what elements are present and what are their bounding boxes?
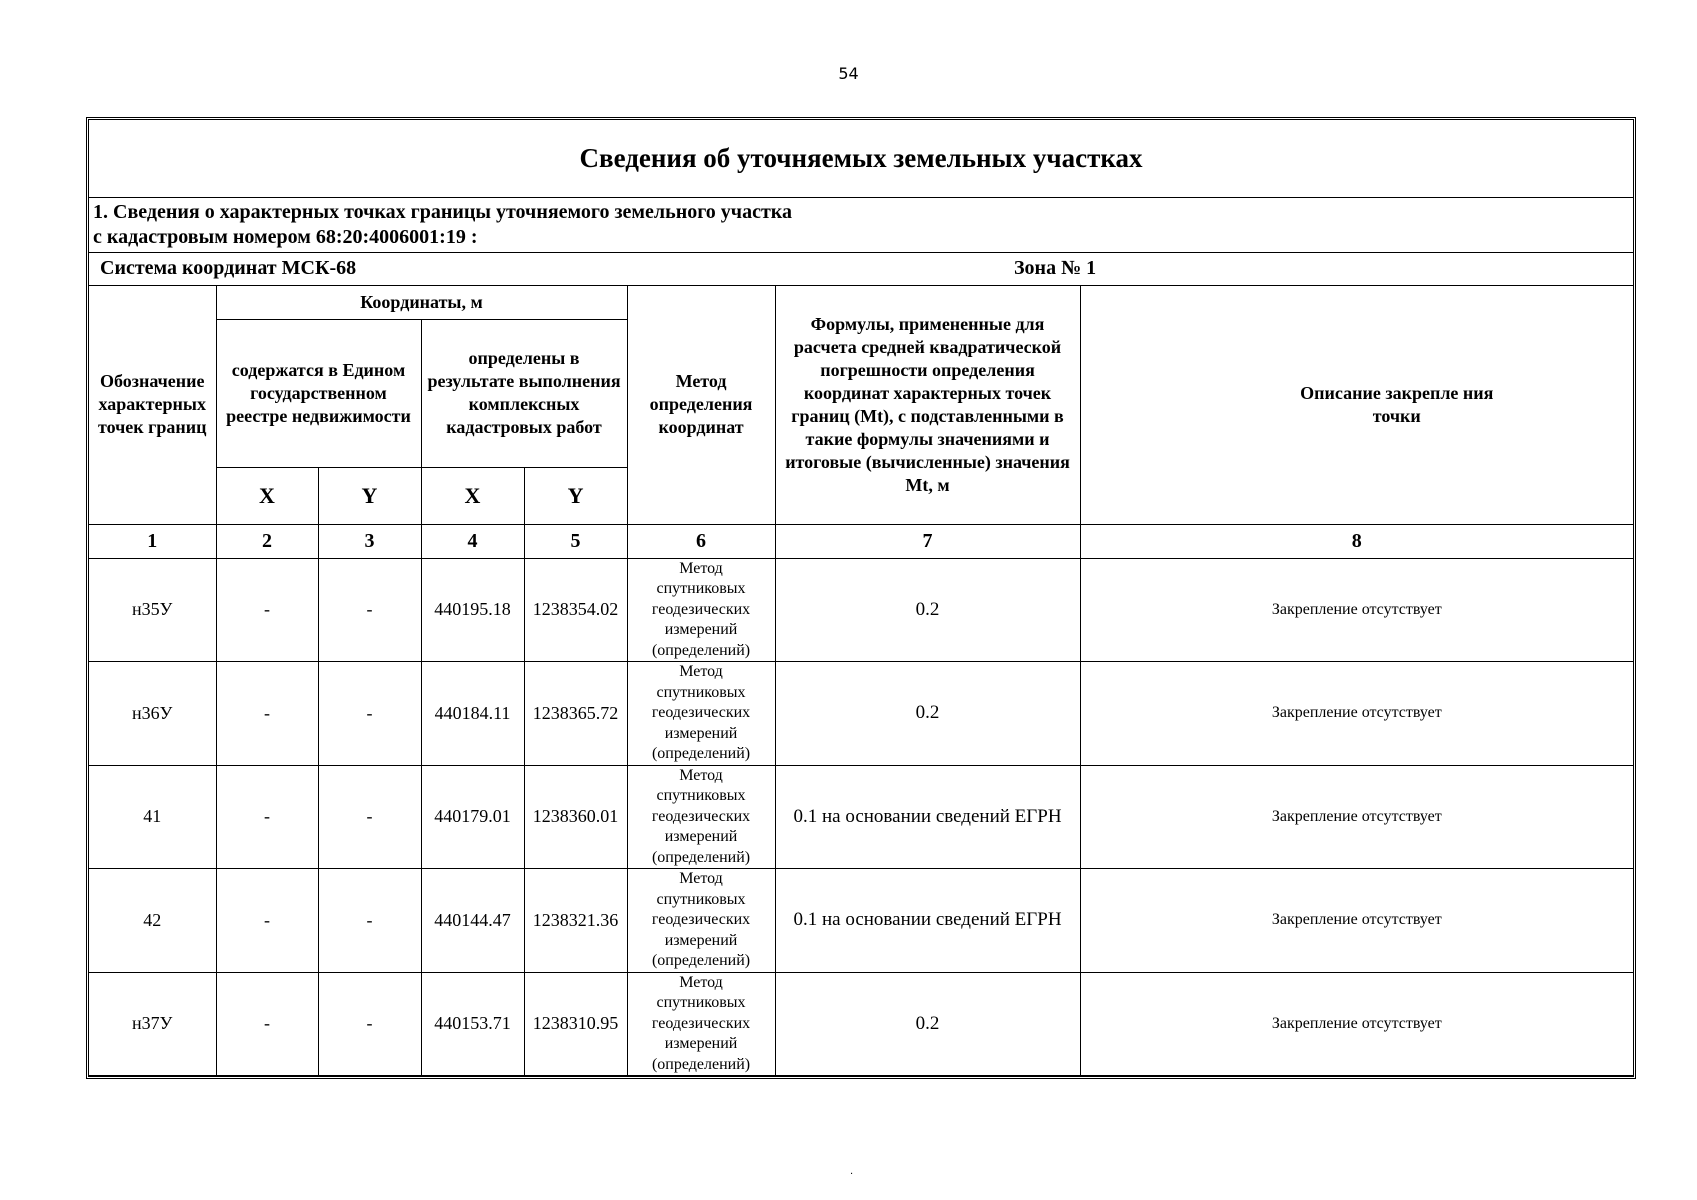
method-value: Метод спутниковых геодезических измерений (определений) [627, 558, 775, 662]
method-value: Метод спутниковых геодезических измерений (определений) [627, 662, 775, 766]
table-row [89, 869, 1633, 973]
x-coordinate: 440195.18 [421, 558, 524, 662]
egrn-x-value: - [216, 972, 318, 1076]
column-number: 8 [1080, 524, 1633, 558]
point-designation: н36У [89, 662, 216, 766]
x-coordinate: 440144.47 [421, 869, 524, 973]
column-number: 2 [216, 524, 318, 558]
point-designation: н37У [89, 972, 216, 1076]
column-numbers-row [89, 524, 1633, 558]
section-heading-line-1: 1. Сведения о характерных точках границы уточняемого земельного участка [93, 201, 793, 224]
fixation-description: Закрепление отсутствует [1080, 558, 1633, 662]
method-value: Метод спутниковых геодезических измерений (определений) [627, 972, 775, 1076]
header-egrn-y: Y [318, 467, 421, 524]
header-point-designation: Обозначение характерных точек границ [89, 286, 216, 524]
header-egrn-coordinates: содержатся в Едином государственном реестре недвижимости [216, 319, 421, 467]
mt-value: 0.2 [775, 558, 1080, 662]
egrn-y-value: - [318, 662, 421, 766]
table-row [89, 765, 1633, 869]
section-heading [89, 198, 1633, 253]
fixation-description: Закрепление отсутствует [1080, 765, 1633, 869]
table-row [89, 972, 1633, 1076]
method-value: Метод спутниковых геодезических измерений (определений) [627, 869, 775, 973]
egrn-x-value: - [216, 662, 318, 766]
mt-value: 0.2 [775, 972, 1080, 1076]
zone-label: Зона № 1 [1014, 256, 1097, 279]
point-designation: н35У [89, 558, 216, 662]
x-coordinate: 440153.71 [421, 972, 524, 1076]
point-designation: 41 [89, 765, 216, 869]
table-row [89, 558, 1633, 662]
y-coordinate: 1238310.95 [524, 972, 627, 1076]
egrn-y-value: - [318, 972, 421, 1076]
column-number: 6 [627, 524, 775, 558]
egrn-x-value: - [216, 869, 318, 973]
column-number: 4 [421, 524, 524, 558]
footer-mark: . [850, 1166, 854, 1177]
header-egrn-x: X [216, 467, 318, 524]
table-row [89, 662, 1633, 766]
document-table-frame [86, 117, 1636, 1079]
header-kkr-y: Y [524, 467, 627, 524]
header-kkr-x: X [421, 467, 524, 524]
header-formula: Формулы, примененные для расчета средней квадратической погрешности определения координат характерных точек границ (Mt), с подставленными в такие формулы значениями и итоговые (вычисленные) значения Mt, м [775, 286, 1080, 524]
egrn-y-value: - [318, 558, 421, 662]
egrn-y-value: - [318, 765, 421, 869]
page-number: 54 [838, 64, 859, 83]
header-kkr-coordinates: определены в результате выполнения комплексных кадастровых работ [421, 319, 627, 467]
header-description: Описание закрепле ния точки [1080, 286, 1633, 524]
coordinate-system-row [89, 253, 1633, 286]
document-title: Сведения об уточняемых земельных участках [89, 120, 1633, 198]
section-heading-line-2: с кадастровым номером 68:20:4006001:19 : [93, 226, 478, 249]
fixation-description: Закрепление отсутствует [1080, 662, 1633, 766]
column-number: 1 [89, 524, 216, 558]
method-value: Метод спутниковых геодезических измерений (определений) [627, 765, 775, 869]
egrn-x-value: - [216, 558, 318, 662]
coordinate-system: Система координат МСК-68 [100, 256, 357, 279]
y-coordinate: 1238360.01 [524, 765, 627, 869]
header-coordinates: Координаты, м [216, 286, 627, 319]
fixation-description: Закрепление отсутствует [1080, 869, 1633, 973]
mt-value: 0.1 на основании сведений ЕГРН [775, 869, 1080, 973]
egrn-y-value: - [318, 869, 421, 973]
column-number: 3 [318, 524, 421, 558]
y-coordinate: 1238321.36 [524, 869, 627, 973]
egrn-x-value: - [216, 765, 318, 869]
x-coordinate: 440184.11 [421, 662, 524, 766]
y-coordinate: 1238354.02 [524, 558, 627, 662]
mt-value: 0.1 на основании сведений ЕГРН [775, 765, 1080, 869]
y-coordinate: 1238365.72 [524, 662, 627, 766]
fixation-description: Закрепление отсутствует [1080, 972, 1633, 1076]
header-method: Метод определения координат [627, 286, 775, 524]
column-number: 5 [524, 524, 627, 558]
x-coordinate: 440179.01 [421, 765, 524, 869]
point-designation: 42 [89, 869, 216, 973]
mt-value: 0.2 [775, 662, 1080, 766]
column-number: 7 [775, 524, 1080, 558]
points-table [89, 286, 1633, 1076]
